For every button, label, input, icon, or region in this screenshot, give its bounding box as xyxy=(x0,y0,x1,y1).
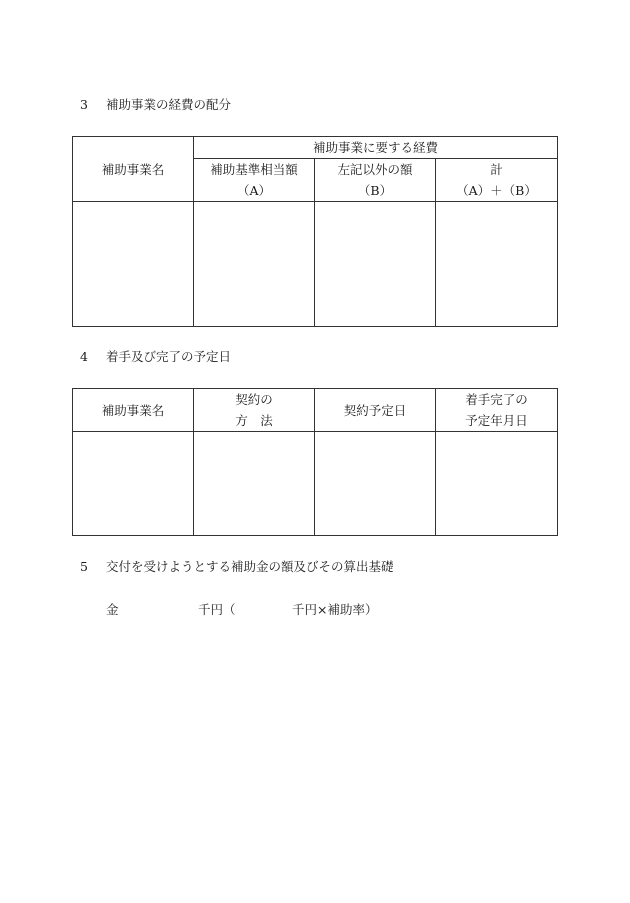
standard-amount-label: 補助基準相当額 xyxy=(210,162,298,177)
other-amount-code: （B） xyxy=(357,183,393,198)
completion-date-header xyxy=(436,389,558,432)
total-cell[interactable] xyxy=(436,202,558,327)
project-name-cell[interactable] xyxy=(73,202,194,327)
total-label: 計 xyxy=(490,162,503,177)
other-amount-label: 左記以外の額 xyxy=(337,162,413,177)
contract-date-header: 契約予定日 xyxy=(315,389,436,432)
other-amount-cell[interactable] xyxy=(315,202,436,327)
completion-date-line2: 予定年月日 xyxy=(465,413,528,428)
amount-label: 金 xyxy=(106,602,119,617)
standard-amount-cell[interactable] xyxy=(194,202,315,327)
section-3-heading xyxy=(80,95,231,113)
contract-method-line2: 方 法 xyxy=(235,413,273,428)
section-3-title: 補助事業の経費の配分 xyxy=(106,97,232,112)
schedule-project-name-cell[interactable] xyxy=(73,432,194,536)
total-formula: （A）＋（B） xyxy=(456,183,537,198)
section-5-title: 交付を受けようとする補助金の額及びその算出基礎 xyxy=(106,559,394,574)
expenses-group-header: 補助事業に要する経費 xyxy=(194,137,558,159)
contract-method-header xyxy=(194,389,315,432)
completion-date-cell[interactable] xyxy=(436,432,558,536)
section-5-heading xyxy=(80,557,394,575)
section-4-heading xyxy=(80,347,231,365)
schedule-project-name-header: 補助事業名 xyxy=(73,389,194,432)
contract-method-line1: 契約の xyxy=(235,392,273,407)
section-4-title: 着手及び完了の予定日 xyxy=(106,349,232,364)
project-name-header: 補助事業名 xyxy=(73,137,194,202)
section-5-number: 5 xyxy=(80,559,88,574)
amount-unit-rate: 千円×補助率） xyxy=(292,602,378,617)
expense-allocation-table xyxy=(72,136,558,327)
standard-amount-code: （A） xyxy=(236,183,272,198)
other-amount-header xyxy=(315,159,436,202)
contract-date-cell[interactable] xyxy=(315,432,436,536)
total-header xyxy=(436,159,558,202)
schedule-table xyxy=(72,388,558,536)
section-4-number: 4 xyxy=(80,349,88,364)
section-3-number: 3 xyxy=(80,97,88,112)
completion-date-line1: 着手完了の xyxy=(465,392,528,407)
standard-amount-header xyxy=(194,159,315,202)
contract-method-cell[interactable] xyxy=(194,432,315,536)
amount-unit-open: 千円（ xyxy=(198,602,236,617)
